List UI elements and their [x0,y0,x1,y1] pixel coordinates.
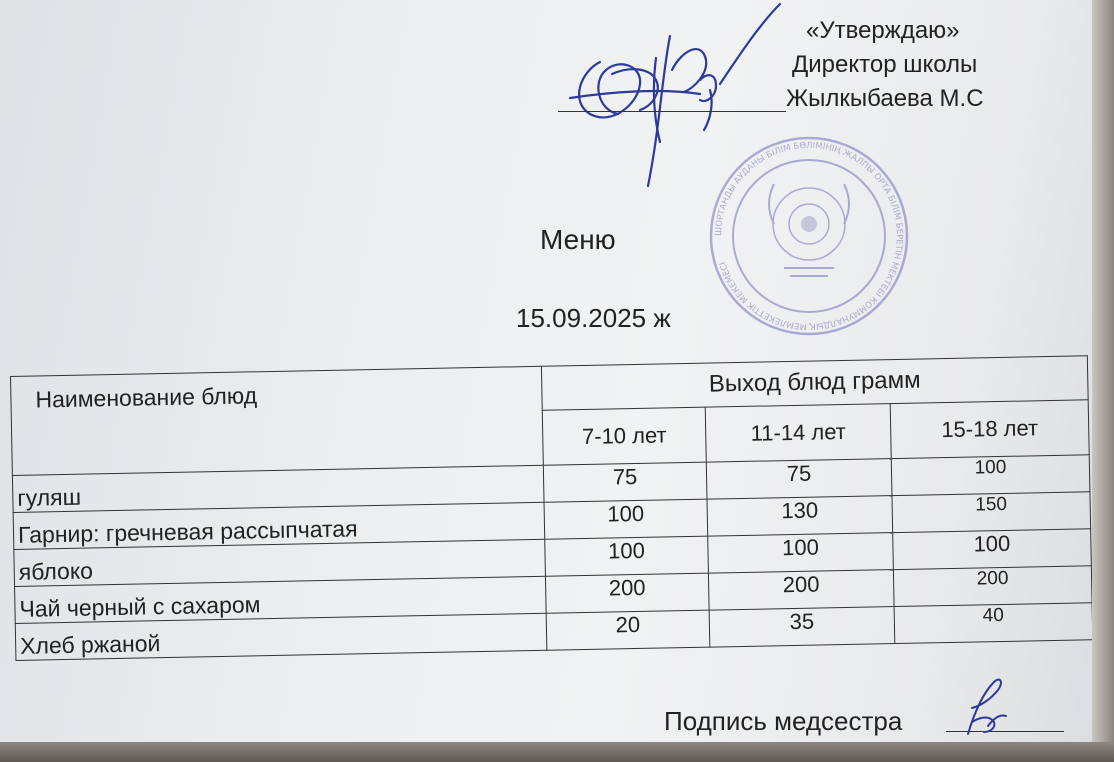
approval-position: Директор школы [792,51,978,78]
portion-value: 100 [891,455,1090,496]
menu-title: Меню [540,224,616,255]
portion-value: 40 [894,603,1092,644]
portion-value: 200 [545,573,709,613]
portion-value: 100 [545,536,709,576]
portion-value: 100 [708,533,894,574]
nurse-signature [948,676,1028,740]
director-signature-line [558,111,786,112]
nurse-signature-label: Подпись медсестра [664,706,903,736]
svg-text:ШОРТАНДЫ АУДАНЫ БІЛІМ БӨЛІМІНІ: ШОРТАНДЫ АУДАНЫ БІЛІМ БӨЛІМІНІҢ ЖАЛПЫ ОРТА БІЛІМ БЕРЕТІН МЕКТЕБІ КОММУНАЛДЫҚ МЕМЛЕКЕТТІК МЕКЕМЕСІ [713,140,905,332]
portion-value: 35 [709,607,895,648]
portion-value: 75 [543,462,707,502]
dish-name: гуляш [12,465,544,512]
header-dish-name: Наименование блюд [11,366,544,475]
header-output-grams: Выход блюд грамм [541,356,1088,410]
portion-value: 150 [892,492,1091,533]
header-age-group: 7-10 лет [542,407,706,465]
paper-edge [1092,0,1114,762]
menu-table [10,355,1092,661]
dish-name: яблоко [14,539,546,586]
dish-name: Хлеб ржаной [15,613,547,660]
portion-value: 100 [893,529,1092,570]
header-age-group: 11-14 лет [705,403,891,462]
portion-value: 200 [893,566,1092,607]
portion-value: 130 [707,496,893,537]
menu-date: 15.09.2025 ж [516,303,671,333]
dish-name: Чай черный с сахаром [15,576,547,623]
portion-value: 20 [546,610,710,650]
approval-heading: «Утверждаю» [806,17,960,44]
director-signature [560,0,800,220]
portion-value: 100 [544,499,708,539]
header-age-group: 15-18 лет [890,400,1089,459]
dish-name: Гарнир: гречневая рассыпчатая [13,502,545,549]
desk-surface [0,742,1114,762]
portion-value: 200 [708,570,894,611]
portion-value: 75 [706,459,892,500]
approval-block [786,14,984,116]
approval-director-name: Жылкыбаева М.С [786,85,984,112]
